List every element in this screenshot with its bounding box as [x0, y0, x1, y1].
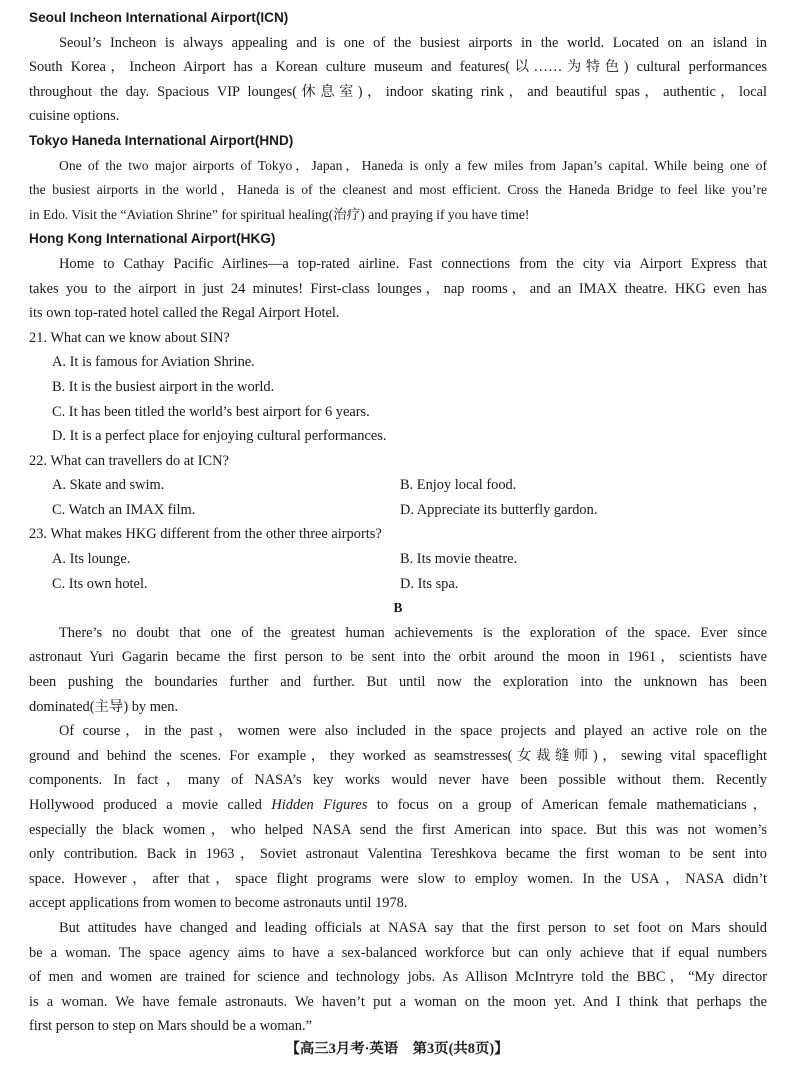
b-p2-line-2: ground and behind the scenes. For example，they worked as seamstresses(女裁缝师)，sewing vital spaceflight [29, 747, 767, 764]
question-22-option-c: C. Watch an IMAX film. [52, 501, 196, 518]
b-p2-line-3: components. In fact，many of NASA’s key works would never have been possible without them. Recently [29, 772, 767, 789]
icn-line-4: cuisine options. [29, 108, 120, 125]
question-22-row-1 [29, 473, 767, 498]
hkg-line-1: Home to Cathay Pacific Airlines—a top-rated airline. Fast connections from the city via Airport Express that [59, 255, 767, 272]
b-p2-line-1: Of course，in the past，women were also included in the space projects and played an active role on the [59, 723, 767, 740]
b-p2-line-7: space. However，after that，space flight programs were slow to employ women. In the USA，NASA didn’t [29, 870, 767, 887]
b-p3-line-4: is a woman. We have female astronauts. We haven’t put a woman on the moon yet. And I think that perhaps the [29, 993, 767, 1010]
b-p2-line-6: only contribution. Back in 1963，Soviet astronaut Valentina Tereshkova became the first woman to be sent into [29, 846, 767, 863]
question-23-row-2 [29, 572, 767, 597]
b-p2-line-4 [29, 793, 767, 818]
hnd-line-2: the busiest airports in the world，Haneda is of the cleanest and most efficient. Cross the Haneda Bridge to feel like you’re [29, 182, 767, 198]
section-b-label: B [393, 600, 403, 616]
b-p1-line-2: astronaut Yuri Gagarin became the first person to be sent into the orbit around the moon in 1961，scientists have [29, 649, 767, 666]
b-p2-film-pre: Hollywood produced a movie called [29, 797, 272, 813]
b-p1-line-4: dominated(主导) by men. [29, 698, 179, 715]
hkg-line-2: takes you to the airport in just 24 minutes! First-class lounges，nap rooms，and an IMAX theatre. HKG even has [29, 280, 767, 297]
question-23-option-b: B. Its movie theatre. [400, 551, 518, 568]
hnd-line-3: in Edo. Visit the “Aviation Shrine” for spiritual healing(治疗) and praying if you have time! [29, 206, 530, 222]
question-21-option-b: B. It is the busiest airport in the world. [52, 378, 275, 395]
page-footer: 【高三3月考·英语 第3页(共8页)】 [285, 1041, 509, 1057]
question-21-option-a: A. It is famous for Aviation Shrine. [52, 354, 255, 371]
b-p3-line-5: first person to step on Mars should be a woman.” [29, 1018, 312, 1035]
question-23-option-a: A. Its lounge. [52, 551, 131, 568]
b-p3-line-2: be a woman. The space agency aims to have a sex-balanced workforce but can only achieve that if equal numbers [29, 944, 767, 961]
icn-line-3: throughout the day. Spacious VIP lounges(休息室)，indoor skating rink，and beautiful spas，authentic，local [29, 83, 767, 100]
question-23-stem: 23. What makes HKG different from the other three airports? [29, 526, 382, 543]
icn-heading: Seoul Incheon International Airport(ICN) [29, 10, 289, 25]
question-22-option-d: D. Appreciate its butterfly gardon. [400, 501, 598, 518]
question-23-row-1 [29, 547, 767, 572]
b-p2-film-post: to focus on a group of American female mathematicians， [367, 797, 768, 813]
question-21-option-d: D. It is a perfect place for enjoying cultural performances. [52, 428, 387, 445]
b-p2-line-8: accept applications from women to become astronauts until 1978. [29, 895, 408, 912]
b-p3-line-1: But attitudes have changed and leading officials at NASA say that the first person to set foot on Mars should [59, 919, 767, 936]
question-21-stem: 21. What can we know about SIN? [29, 329, 230, 346]
question-21-option-c: C. It has been titled the world’s best airport for 6 years. [52, 403, 370, 420]
hnd-heading: Tokyo Haneda International Airport(HND) [29, 132, 294, 148]
hkg-heading: Hong Kong International Airport(HKG) [29, 231, 276, 247]
question-22-option-a: A. Skate and swim. [52, 477, 165, 494]
icn-line-2: South Korea，Incheon Airport has a Korean culture museum and features(以……为特色) cultural performances [29, 59, 767, 76]
question-22-stem: 22. What can travellers do at ICN? [29, 452, 229, 469]
hnd-line-1: One of the two major airports of Tokyo，Japan，Haneda is only a few miles from Japan’s capital. While being one of [59, 157, 767, 173]
exam-page [29, 6, 767, 1039]
question-22-option-b: B. Enjoy local food. [400, 477, 517, 494]
film-title: Hidden Figures [271, 797, 368, 813]
question-22-row-2 [29, 498, 767, 523]
question-23-option-d: D. Its spa. [400, 575, 459, 592]
question-23-option-c: C. Its own hotel. [52, 575, 148, 592]
b-p1-line-3: been pushing the boundaries further and further. But until now the exploration into the unknown has been [29, 674, 767, 691]
b-p1-line-1: There’s no doubt that one of the greatest human achievements is the exploration of the space. Ever since [59, 624, 767, 641]
b-p2-line-5: especially the black women，who helped NASA send the first American into space. But this was not women’s [29, 821, 767, 838]
b-p3-line-3: of men and women are trained for science and technology jobs. As Allison McIntryre told the BBC，“My director [29, 969, 767, 986]
icn-line-1: Seoul’s Incheon is always appealing and is one of the busiest airports in the world. Located on an island in [59, 34, 767, 51]
hkg-line-3: its own top-rated hotel called the Regal Airport Hotel. [29, 305, 340, 322]
